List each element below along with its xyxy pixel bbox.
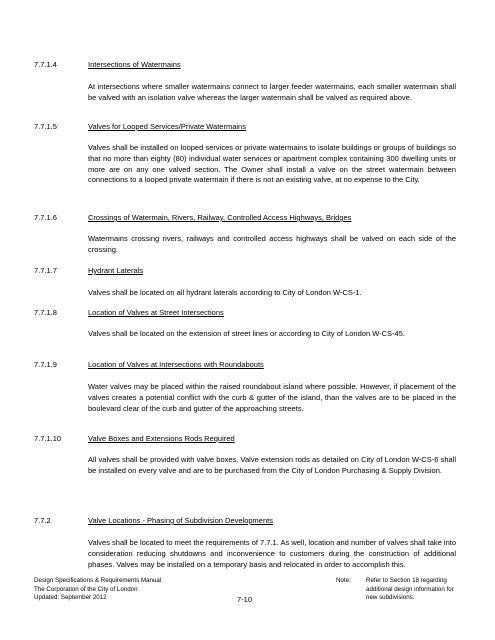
section-body: At intersections where smaller watermains connect to larger feeder watermains, each smaller watermain shall be valved with an isolation valve whereas the larger watermain shall be valved as required above. — [88, 82, 456, 102]
section-number: 7.7.1.5 — [34, 122, 57, 131]
section-body: Watermains crossing rivers, railways and controlled access highways shall be valved on each side of the crossing. — [88, 234, 456, 254]
section-body: Valves shall be located on all hydrant laterals according to City of London W-CS-1. — [88, 288, 362, 297]
section-heading: Valve Boxes and Extensions Rods Required — [88, 434, 235, 443]
section-body: All valves shall be provided with valve boxes. Valve extension rods as detailed on City of London W-CS-6 shall be installed on every valve and are to be purchased from the City of London Purchasing & Supply Division. — [88, 455, 456, 475]
section-heading: Valve Locations - Phasing of Subdivision Developments — [88, 516, 273, 525]
section-number: 7.7.1.8 — [34, 308, 57, 317]
footer-note-line: additional design information for — [366, 585, 454, 593]
section-number: 7.7.1.4 — [34, 60, 57, 69]
section-number: 7.7.1.6 — [34, 213, 57, 222]
section-number: 7.7.1.7 — [34, 266, 57, 275]
footer-left — [34, 577, 254, 603]
footer-note-line: new subdivisions. — [366, 594, 415, 602]
section-heading: Crossings of Watermain, Rivers, Railway, Controlled Access Highways, Bridges — [88, 213, 352, 222]
section-body: Valves shall be located on the extension of street lines or according to City of London W-CS-45. — [88, 329, 405, 338]
section-body: Valves shall be located to meet the requirements of 7.7.1. As well, location and number of valves shall take into consideration reducing shutdowns and inconvenience to customers during the construction of additional phases. Valves may be installed on a temporary basis and relocated in order to accomplish this. — [88, 538, 456, 569]
section-heading: Valves for Looped Services/Private Watermains — [88, 122, 246, 131]
section-number: 7.7.1.10 — [34, 434, 62, 443]
section-body: Water valves may be placed within the raised roundabout island where possible. However, if placement of the valves creates a potential conflict with the curb & gutter of the island, than the valves are to be placed in the boulevard clear of the curb and gutter of the approaching streets. — [88, 382, 456, 413]
section-heading: Intersections of Watermains — [88, 60, 181, 69]
footer-note-line: Refer to Section 18 regarding — [366, 577, 447, 584]
section-number: 7.7.2 — [34, 516, 51, 525]
section-body: Valves shall be installed on looped services or private watermains to isolate buildings or groups of buildings so that no more than eighty (80) individual water services or apartment complex containing 300 dwelling units or more are on any one valved section. The Owner shall install a valve on the street watermain between connections to a looped private watermain if there is not an existing valve, at no expense to the City. — [88, 143, 456, 185]
footer-manual-title: Design Specifications & Requirements Manual — [34, 577, 162, 584]
footer-organization: The Corporation of the City of London — [34, 585, 138, 593]
section-heading: Location of Valves at Street Intersections — [88, 308, 224, 317]
footer-updated-date: Updated: September 2012 — [34, 594, 107, 602]
section-heading: Location of Valves at Intersections with Roundabouts — [88, 360, 264, 369]
section-heading: Hydrant Laterals — [88, 266, 144, 275]
page-number: 7-10 — [237, 595, 253, 604]
section-number: 7.7.1.9 — [34, 360, 57, 369]
footer-note-label: Note: — [336, 577, 351, 584]
footer-note — [336, 577, 466, 603]
